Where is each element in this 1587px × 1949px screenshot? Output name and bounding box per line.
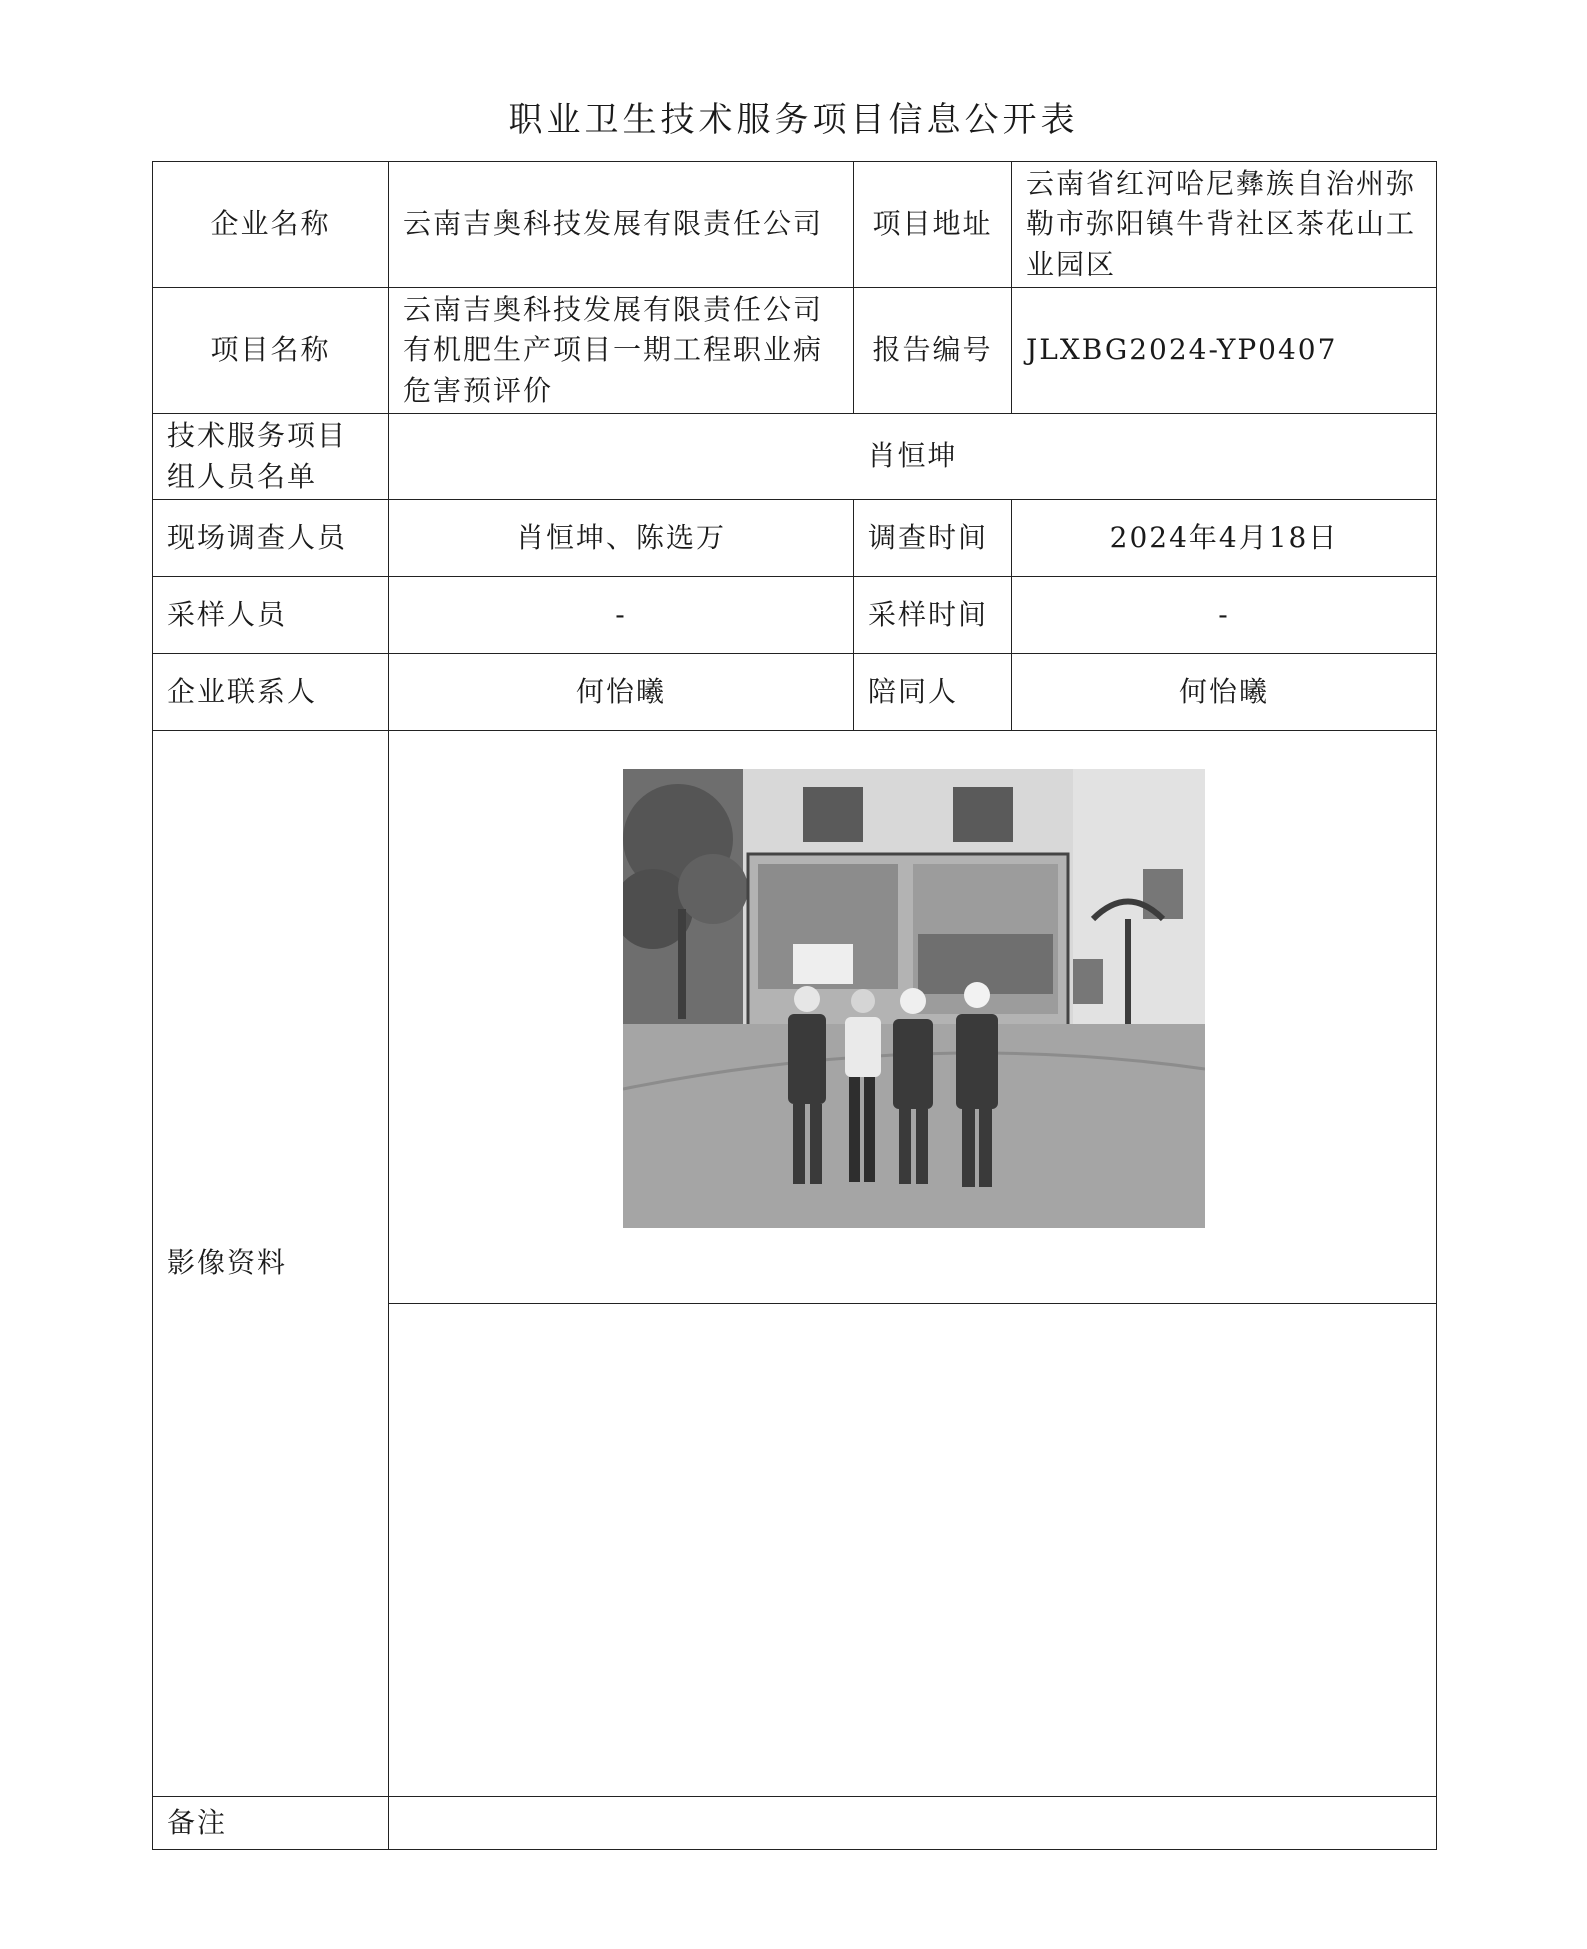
table-row-media [153, 731, 1437, 1304]
sampling-time-label: 采样时间 [854, 577, 1012, 654]
project-name-value: 云南吉奥科技发展有限责任公司有机肥生产项目一期工程职业病危害预评价 [389, 288, 854, 414]
company-name-value: 云南吉奥科技发展有限责任公司 [389, 162, 854, 288]
survey-staff-label: 现场调查人员 [153, 500, 389, 577]
sampling-staff-value: - [389, 577, 854, 654]
site-photo [623, 769, 1205, 1228]
table-row-sampling [153, 577, 1437, 654]
survey-staff-value: 肖恒坤、陈选万 [389, 500, 854, 577]
escort-label: 陪同人 [854, 654, 1012, 731]
sampling-time-value: - [1012, 577, 1437, 654]
team-label: 技术服务项目组人员名单 [153, 414, 389, 500]
sampling-staff-label: 采样人员 [153, 577, 389, 654]
escort-value: 何怡曦 [1012, 654, 1437, 731]
remarks-value [389, 1797, 1437, 1850]
contact-value: 何怡曦 [389, 654, 854, 731]
table-row-project [153, 288, 1437, 414]
table-row-company [153, 162, 1437, 288]
contact-label: 企业联系人 [153, 654, 389, 731]
media-blank-cell [389, 1304, 1437, 1797]
info-table [152, 161, 1437, 1850]
photo-cell [389, 731, 1437, 1304]
table-row-contact [153, 654, 1437, 731]
table-row-survey [153, 500, 1437, 577]
survey-time-label: 调查时间 [854, 500, 1012, 577]
page-title: 职业卫生技术服务项目信息公开表 [508, 100, 1079, 140]
project-address-label: 项目地址 [854, 162, 1012, 288]
project-address-value: 云南省红河哈尼彝族自治州弥勒市弥阳镇牛背社区茶花山工业园区 [1012, 162, 1437, 288]
company-name-label: 企业名称 [153, 162, 389, 288]
table-row-team [153, 414, 1437, 500]
project-name-label: 项目名称 [153, 288, 389, 414]
team-value: 肖恒坤 [389, 414, 1437, 500]
survey-time-value: 2024年4月18日 [1012, 500, 1437, 577]
media-label: 影像资料 [153, 731, 389, 1797]
report-number-label: 报告编号 [854, 288, 1012, 414]
table-row-remarks [153, 1797, 1437, 1850]
remarks-label: 备注 [153, 1797, 389, 1850]
report-number-value: JLXBG2024-YP0407 [1012, 288, 1437, 414]
